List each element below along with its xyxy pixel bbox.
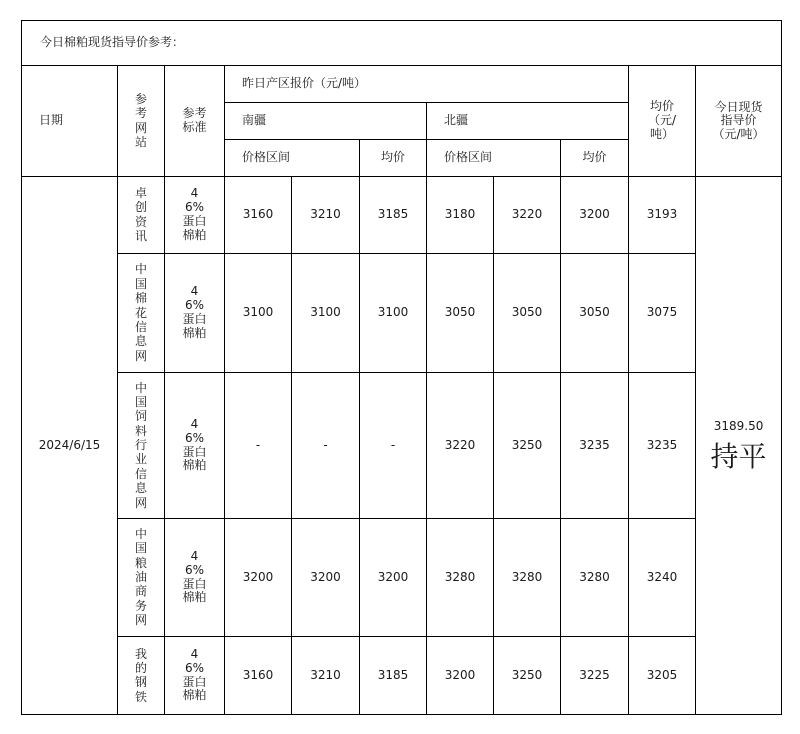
north-high-cell: 3280: [494, 519, 561, 637]
north-avg-cell: 3050: [561, 254, 629, 373]
standard-header-label: 参考标准: [182, 106, 207, 134]
guide-price-status: 持平: [710, 440, 767, 474]
standard-cell: [165, 254, 225, 373]
south-high-cell: 3200: [292, 519, 360, 637]
yesterday-price-header: 昨日产区报价（元/吨）: [225, 66, 629, 103]
avg-cell: 3235: [629, 373, 696, 519]
site-name: 中国粮油商务网: [134, 526, 147, 628]
standard-label: 46%蛋白棉粕: [182, 416, 207, 473]
north-avg-cell: 3235: [561, 373, 629, 519]
avg-cell: 3240: [629, 519, 696, 637]
guide-price-header: [696, 66, 782, 177]
south-low-cell: 3100: [225, 254, 292, 373]
overall-avg-header-label: 均价（元/吨）: [647, 99, 677, 141]
south-high-cell: -: [292, 373, 360, 519]
title-row: [22, 21, 782, 66]
north-low-cell: 3180: [427, 177, 494, 254]
north-avg-header: 均价: [561, 140, 629, 177]
north-low-cell: 3050: [427, 254, 494, 373]
south-header: 南疆: [225, 103, 427, 140]
south-low-cell: -: [225, 373, 292, 519]
site-name: 中国棉花信息网: [134, 262, 147, 363]
north-high-cell: 3050: [494, 254, 561, 373]
standard-label: 46%蛋白棉粕: [182, 284, 207, 340]
north-high-cell: 3250: [494, 373, 561, 519]
site-cell: [118, 637, 165, 715]
standard-label: 46%蛋白棉粕: [182, 646, 207, 703]
standard-cell: [165, 637, 225, 715]
south-avg-cell: 3185: [360, 637, 427, 715]
north-low-cell: 3220: [427, 373, 494, 519]
site-cell: [118, 254, 165, 373]
south-low-cell: 3160: [225, 177, 292, 254]
south-low-cell: 3200: [225, 519, 292, 637]
standard-cell: [165, 177, 225, 254]
standard-cell: [165, 373, 225, 519]
avg-cell: 3075: [629, 254, 696, 373]
avg-cell: 3193: [629, 177, 696, 254]
avg-cell: 3205: [629, 637, 696, 715]
table-row: [22, 254, 782, 373]
north-avg-cell: 3280: [561, 519, 629, 637]
site-header: [118, 66, 165, 177]
south-avg-cell: 3185: [360, 177, 427, 254]
guide-price-value: 3189.50: [713, 418, 764, 433]
site-header-label: 参考网站: [134, 92, 147, 150]
standard-cell: [165, 519, 225, 637]
north-avg-cell: 3225: [561, 637, 629, 715]
site-cell: [118, 177, 165, 254]
north-low-cell: 3280: [427, 519, 494, 637]
north-high-cell: 3250: [494, 637, 561, 715]
header-row-1: [22, 66, 782, 103]
south-high-cell: 3210: [292, 637, 360, 715]
date-cell: 2024/6/15: [22, 177, 118, 715]
table-title: 今日棉粕现货指导价参考：: [22, 21, 782, 66]
north-avg-cell: 3200: [561, 177, 629, 254]
south-range-header: 价格区间: [225, 140, 360, 177]
site-name: 卓创资讯: [134, 186, 147, 244]
south-avg-header: 均价: [360, 140, 427, 177]
standard-label: 46%蛋白棉粕: [182, 186, 207, 242]
south-avg-cell: 3200: [360, 519, 427, 637]
south-high-cell: 3100: [292, 254, 360, 373]
site-cell: [118, 519, 165, 637]
price-table: [21, 20, 782, 715]
table-row: [22, 519, 782, 637]
north-high-cell: 3220: [494, 177, 561, 254]
overall-avg-header: [629, 66, 696, 177]
site-name: 中国饲料行业信息网: [134, 380, 147, 510]
guide-price-cell: [696, 177, 782, 715]
table-row: [22, 373, 782, 519]
south-avg-cell: -: [360, 373, 427, 519]
site-cell: [118, 373, 165, 519]
north-range-header: 价格区间: [427, 140, 561, 177]
date-header: 日期: [22, 66, 118, 177]
standard-label: 46%蛋白棉粕: [182, 548, 207, 605]
south-avg-cell: 3100: [360, 254, 427, 373]
south-high-cell: 3210: [292, 177, 360, 254]
south-low-cell: 3160: [225, 637, 292, 715]
table-row: [22, 177, 782, 254]
guide-price-header-label: 今日现货指导价（元/吨）: [712, 99, 765, 141]
north-header: 北疆: [427, 103, 629, 140]
site-name: 我的钢铁: [134, 646, 147, 704]
north-low-cell: 3200: [427, 637, 494, 715]
standard-header: [165, 66, 225, 177]
table-row: [22, 637, 782, 715]
